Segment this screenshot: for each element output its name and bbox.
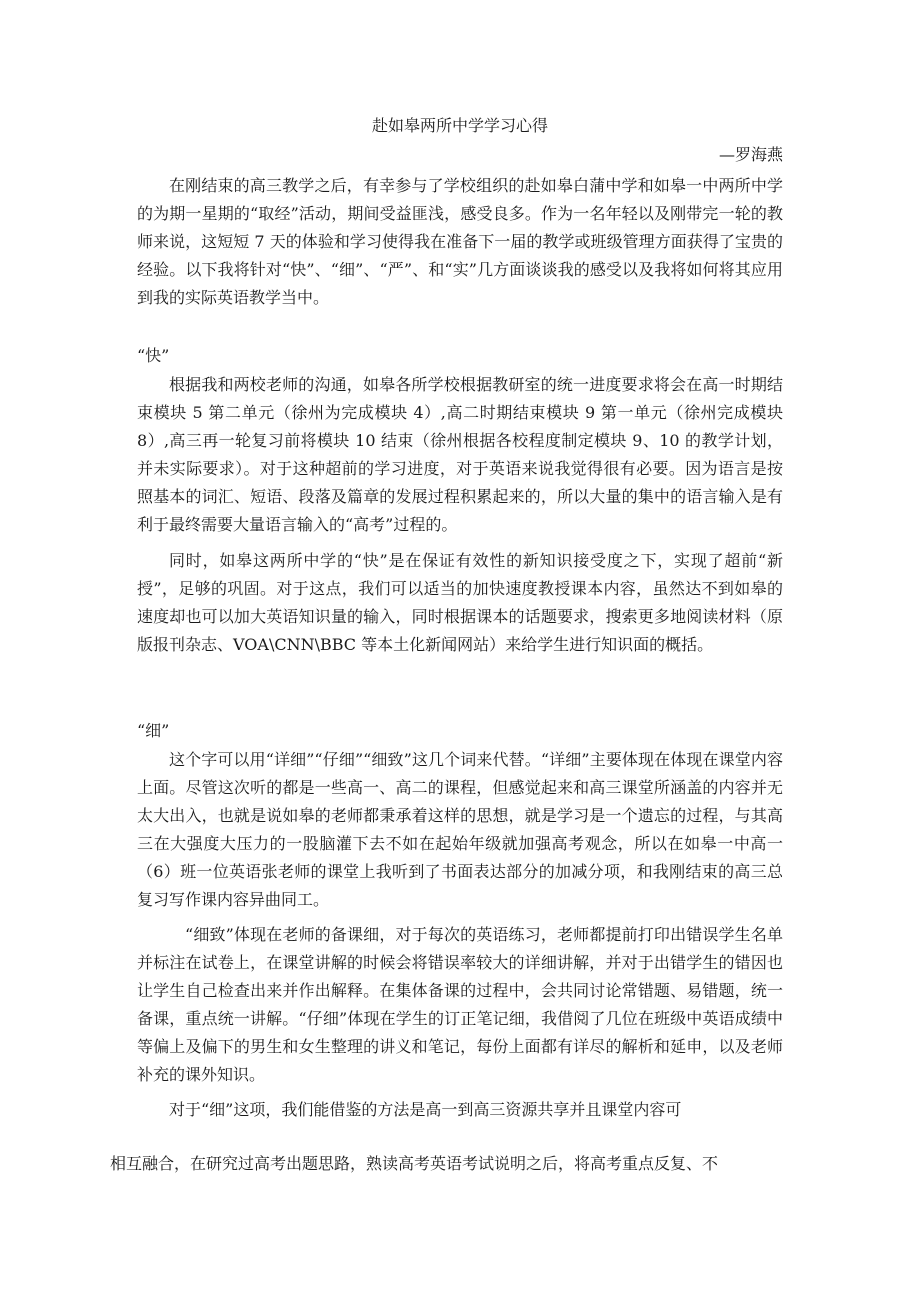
- xi-paragraph-2: “细致”体现在老师的备课细，对于每次的英语练习，老师都提前打印出错误学生名单并标注在试卷上，在课堂讲解的时候会将错误率较大的详细讲解，并对于出错学生的错因也让学生自己检查出来并作出解释。在集体备课的过程中，会共同讨论常错题、易错题，统一备课，重点统一讲解。“仔细”体现在学生的订正笔记细，我借阅了几位在班级中英语成绩中等偏上及偏下的男生和女生整理的讲义和笔记，每份上面都有详尽的解析和延申，以及老师补充的课外知识。: [137, 925, 783, 1084]
- author-line: —罗海燕: [718, 145, 783, 164]
- xi-paragraph-1: 这个字可以用“详细”“仔细”“细致”这几个词来代替。“详细”主要体现在体现在课堂内容上面。尽管这次听的都是一些高一、高二的课程，但感觉起来和高三课堂所涵盖的内容并无太大出入，也就是说如皋的老师都秉承着这样的思想，就是学习是一个遗忘的过程，与其高三在大强度大压力的一股脑灌下去不如在起始年级就加强高考观念，所以在如皋一中高一（6）班一位英语张老师的课堂上我听到了书面表达部分的加减分项，和我刚结束的高三总复习写作课内容异曲同工。: [137, 750, 783, 909]
- document-title: 赴如皋两所中学学习心得: [371, 116, 548, 135]
- continuation-line: 相互融合，在研究过高考出题思路，熟读高考英语考试说明之后，将高考重点反复、不: [110, 1154, 719, 1173]
- xi-paragraph-3: 对于“细”这项，我们能借鉴的方法是高一到高三资源共享并且课堂内容可: [169, 1100, 682, 1119]
- section-heading-xi: “细”: [137, 721, 170, 740]
- section-heading-kuai: “快”: [137, 346, 170, 365]
- intro-paragraph: 在刚结束的高三教学之后，有幸参与了学校组织的赴如皋白蒲中学和如皋一中两所中学的为期一星期的“取经”活动，期间受益匪浅，感受良多。作为一名年轻以及刚带完一轮的教师来说，这短短 7 天的体验和学习使得我在准备下一届的教学或班级管理方面获得了宝贵的经验。以下我将针对“快”、“细”、“严”、和“实”几方面谈谈我的感受以及我将如何将其应用到我的实际英语教学当中。: [137, 176, 783, 307]
- kuai-paragraph-2: 同时，如皋这两所中学的“快”是在保证有效性的新知识接受度之下，实现了超前“新授”，足够的巩固。对于这点，我们可以适当的加快速度教授课本内容，虽然达不到如皋的速度却也可以加大英语知识量的输入，同时根据课本的话题要求，搜索更多地阅读材料（原版报刊杂志、VOA\CNN\BBC 等本土化新闻网站）来给学生进行知识面的概括。: [137, 551, 783, 654]
- kuai-paragraph-1: 根据我和两校老师的沟通，如皋各所学校根据教研室的统一进度要求将会在高一时期结束模块 5 第二单元（徐州为完成模块 4）,高二时期结束模块 9 第一单元（徐州完成模块 8）,高三再一轮复习前将模块 10 结束（徐州根据各校程度制定模块 9、10 的教学计划，并未实际要求）。对于这种超前的学习进度，对于英语来说我觉得很有必要。因为语言是按照基本的词汇、短语、段落及篇章的发展过程积累起来的，所以大量的集中的语言输入是有利于最终需要大量语言输入的“高考”过程的。: [137, 375, 783, 534]
